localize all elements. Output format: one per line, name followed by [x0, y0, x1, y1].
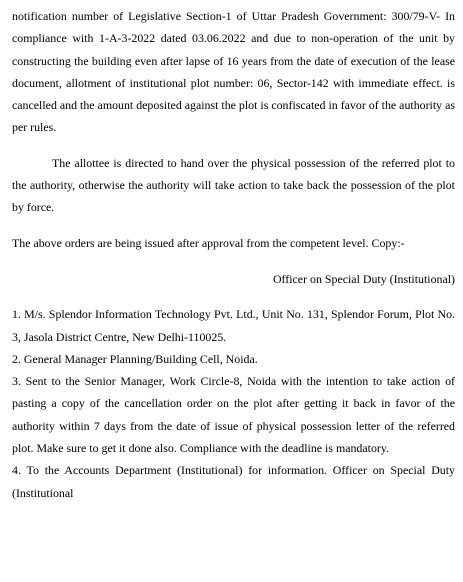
body-paragraph-directive: The allottee is directed to hand over the physical possession of the referred plot to the authority, otherwise the authority will take action to take back the possession of the plot by force.	[12, 155, 455, 215]
copy-list-item: 4. To the Accounts Department (Institutional) for information. Officer on Special Duty (Institutional	[12, 463, 455, 500]
body-paragraph-notification: notification number of Legislative Section-1 of Uttar Pradesh Government: 300/79-V- In compliance with 1-A-3-2022 dated 03.06.2022 and due to non-operation of the unit by constructing the building even after lapse of 16 years from the date of execution of the lease document, allotment of institutional plot number: 06, Sector-142 with immediate effect. is cancelled and the amount deposited against the plot is confiscated in favor of the authority as per rules.	[12, 9, 455, 135]
signatory-designation: Officer on Special Duty (Institutional)	[272, 271, 455, 286]
copy-list-item: 3. Sent to the Senior Manager, Work Circle-8, Noida with the intention to take action of pasting a copy of the cancellation order on the plot after getting it back in favor of the authority within 7 days from the date of issue of physical possession letter of the referred plot. Make sure to get it done also. Compliance with the deadline is mandatory.	[12, 374, 455, 456]
copy-distribution-list	[12, 303, 455, 504]
document-page	[12, 5, 455, 504]
copy-list-item: 2. General Manager Planning/Building Cell, Noida.	[12, 351, 258, 366]
copy-list-item: 1. M/s. Splendor Information Technology Pvt. Ltd., Unit No. 131, Splendor Forum, Plot No. 3, Jasola District Centre, New Delhi-110025.	[12, 307, 455, 344]
body-paragraph-approval: The above orders are being issued after approval from the competent level. Copy:-	[12, 235, 405, 250]
